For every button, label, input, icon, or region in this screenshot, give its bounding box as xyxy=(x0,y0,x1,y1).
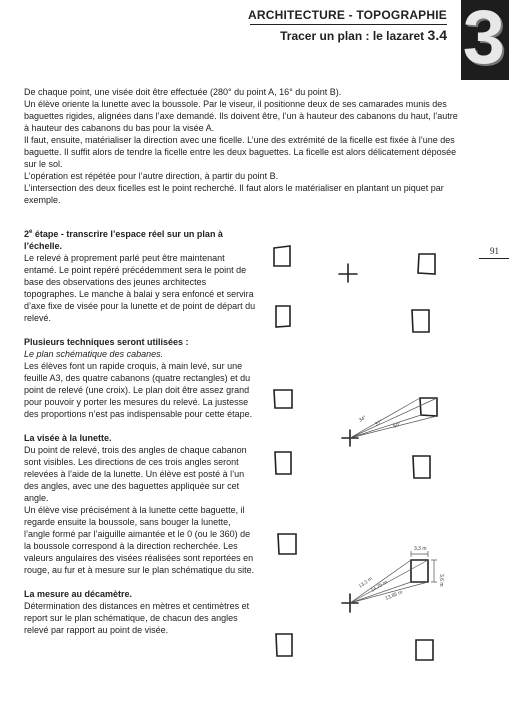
distance-label: 13,85 m xyxy=(384,589,404,602)
angle-label: 50° xyxy=(392,421,402,430)
angle-label: 37° xyxy=(374,418,384,428)
visee-body-2: Un élève vise précisément à la lunette cette baguette, il regarde ensuite la boussole, sans bouger la lunette, l’angle formé par l’aiguille aimantée et le 0 (ou le 360) de la boussole correspond à la direction recherchée. Les valeurs angulaires des visées réalisées sont reportées en rouge, au fur et à mesure sur le plan schématique du site. xyxy=(24,505,255,575)
mesure-heading: La mesure au décamètre. xyxy=(24,589,133,599)
section-number: 3.4 xyxy=(427,27,447,43)
plan-sketches xyxy=(256,232,466,702)
page-header-subtitle xyxy=(280,27,447,43)
distance-label: 14,75 m xyxy=(370,579,389,594)
sketch-plan-3 xyxy=(276,534,433,660)
intro-paragraph: L’opération est répétée pour l’autre direction, à partir du point B. xyxy=(24,171,279,181)
etape2-body: Le relevé à proprement parlé peut être maintenant entamé. Le point repéré précédemment sera le point de base des observations des jeunes architectes topographes. Le manche à balai y sera enfoncé et servira d’axe fixe de visée pour la lunette et de point de départ du relevé. xyxy=(24,253,256,323)
chapter-tab xyxy=(461,0,509,80)
etape2-heading: 2e étape - transcrire l’espace réel sur un plan à l’échelle. xyxy=(24,229,223,251)
dimension-label: 3,6 m xyxy=(438,574,444,587)
intro-text xyxy=(24,86,460,206)
angle-label: 34° xyxy=(358,414,368,424)
techniques-subheading: Le plan schématique des cabanes. xyxy=(24,349,164,359)
intro-paragraph: Un élève oriente la lunette avec la boussole. Par le viseur, il positionne deux de ses camarades munis des baguettes rigides, alignées dans l’axe demandé. Ils doivent être, l’un à hauteur des cabanons du haut, l’autre à hauteur des cabanons du bas pour la visée A. xyxy=(24,99,458,133)
survey-point-cross xyxy=(339,264,357,282)
page-number: 91 xyxy=(490,246,499,256)
intro-paragraph: De chaque point, une visée doit être effectuée (280° du point A, 16° du point B). xyxy=(24,87,342,97)
sketch-plan-1 xyxy=(274,246,435,332)
intro-paragraph: Il faut, ensuite, matérialiser la direction avec une ficelle. L’une des extrémité de la ficelle est fixée à l’une des baguette. Il suffit alors de tendre la ficelle entre les deux baguettes. La ficelle est alors délicatement déposée sur le sol. xyxy=(24,135,457,169)
techniques-heading: Plusieurs techniques seront utilisées : xyxy=(24,337,189,347)
techniques-body: Les élèves font un rapide croquis, à main levé, sur une feuille A3, des quatre cabanons (quatre rectangles) et du point de relevé (une croix). Le plan doit être assez grand pour pouvoir y porter les mesures du relevé. La justesse des proportions n’est pas indispensable pour cette étape. xyxy=(24,361,253,419)
header-rule xyxy=(250,24,447,25)
subtitle-text: Tracer un plan : le lazaret xyxy=(280,29,425,43)
visee-heading: La visée à la lunette. xyxy=(24,433,112,443)
mesure-body: Détermination des distances en mètres et centimètres et report sur le plan schématique, de chacun des angles relevé par rapport au point de visée. xyxy=(24,601,250,635)
dimension-label: 3,3 m xyxy=(414,546,427,552)
distance-label: 13,2 m xyxy=(357,575,374,590)
sketch-plan-2 xyxy=(274,390,437,478)
chapter-number: 3 xyxy=(462,0,505,80)
main-column xyxy=(24,226,256,636)
visee-body-1: Du point de relevé, trois des angles de chaque cabanon sont visibles. Les directions de ces trois angles seront relevées à l’aide de la lunette. Un élève est posté à l’un des angles, avec une des baguettes appliquée sur cet angle. xyxy=(24,445,247,503)
intro-paragraph: L’intersection des deux ficelles est le point recherché. Il faut alors le matérialiser en plantant un piquet par exemple. xyxy=(24,183,444,205)
page-number-rule xyxy=(479,258,509,259)
page-header-title: ARCHITECTURE - TOPOGRAPHIE xyxy=(248,8,447,22)
